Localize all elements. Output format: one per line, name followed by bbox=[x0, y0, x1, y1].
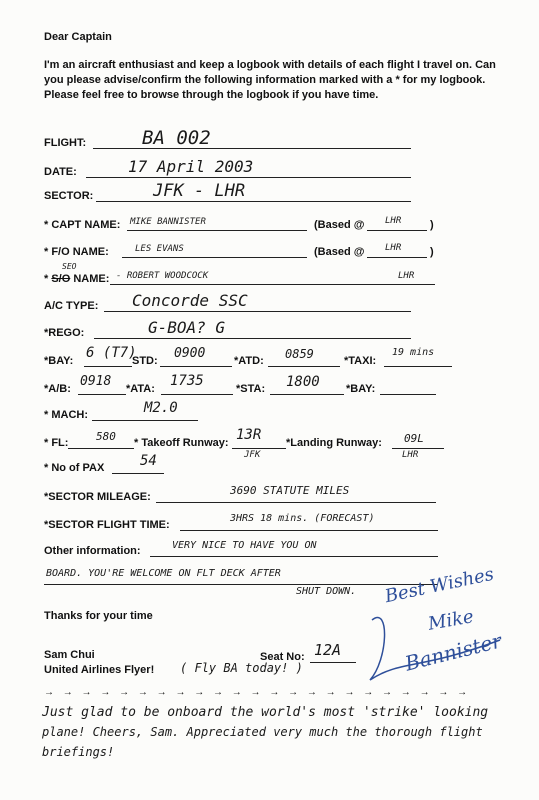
flighttime-value[interactable]: 3HRS 18 mins. (FORECAST) bbox=[230, 513, 375, 524]
fo-based-line bbox=[367, 257, 427, 258]
other-value-3[interactable]: SHUT DOWN. bbox=[296, 586, 357, 597]
sta-label: *STA: bbox=[236, 383, 266, 395]
ab-line bbox=[78, 394, 126, 395]
so-label bbox=[44, 273, 109, 285]
atd-label: *ATD: bbox=[234, 355, 264, 367]
takeoff-value[interactable]: 13R bbox=[236, 427, 262, 443]
sector-line bbox=[96, 201, 411, 202]
other-label: Other information: bbox=[44, 545, 141, 557]
note-line-1: Just glad to be onboard the world's most 'strike' looking bbox=[42, 705, 489, 720]
bay-line bbox=[84, 366, 132, 367]
bay2-label: *BAY: bbox=[346, 383, 376, 395]
rego-label: *REGO: bbox=[44, 327, 85, 339]
fo-based-label: (Based @ bbox=[314, 246, 365, 258]
actype-line bbox=[104, 311, 411, 312]
landing-line bbox=[392, 448, 444, 449]
sector-value[interactable]: JFK - LHR bbox=[153, 181, 246, 201]
fo-label: * F/O NAME: bbox=[44, 246, 109, 258]
pax-line bbox=[112, 473, 164, 474]
note-line-2: plane! Cheers, Sam. Appreciated very much the thorough flight bbox=[42, 725, 483, 739]
other-value-2[interactable]: BOARD. YOU'RE WELCOME ON FLT DECK AFTER bbox=[46, 568, 281, 579]
actype-value[interactable]: Concorde SSC bbox=[132, 291, 248, 310]
so-suffix: NAME: bbox=[70, 273, 110, 285]
bay2-line bbox=[380, 394, 436, 395]
takeoff-airport: JFK bbox=[244, 450, 261, 460]
flight-value[interactable]: BA 002 bbox=[142, 127, 211, 149]
fl-line bbox=[68, 448, 134, 449]
fl-value[interactable]: 580 bbox=[96, 430, 116, 443]
taxi-line bbox=[384, 366, 452, 367]
note-line-3: briefings! bbox=[42, 745, 115, 759]
mach-line bbox=[92, 420, 198, 421]
pax-label: * No of PAX bbox=[44, 462, 105, 474]
takeoff-label: * Takeoff Runway: bbox=[134, 437, 229, 449]
mach-value[interactable]: M2.0 bbox=[144, 400, 178, 416]
signature-flourish bbox=[360, 600, 510, 690]
fo-based-close: ) bbox=[430, 246, 434, 258]
ata-label: *ATA: bbox=[126, 383, 155, 395]
date-label: DATE: bbox=[44, 166, 77, 178]
airline-text: United Airlines Flyer! bbox=[44, 664, 155, 676]
date-line bbox=[86, 177, 411, 178]
so-correction: SEO bbox=[62, 262, 77, 271]
ab-value[interactable]: 0918 bbox=[80, 374, 112, 389]
std-label: STD: bbox=[132, 355, 158, 367]
taxi-label: *TAXI: bbox=[344, 355, 377, 367]
capt-based-label: (Based @ bbox=[314, 219, 365, 231]
fo-line bbox=[122, 257, 307, 258]
sector-label: SECTOR: bbox=[44, 190, 94, 202]
signature-line-1: Best Wishes bbox=[383, 563, 496, 608]
mileage-label: *SECTOR MILEAGE: bbox=[44, 491, 151, 503]
capt-label: * CAPT NAME: bbox=[44, 219, 121, 231]
mileage-line bbox=[156, 502, 436, 503]
seat-line bbox=[310, 662, 356, 663]
atd-line bbox=[268, 366, 340, 367]
bay-label: *BAY: bbox=[44, 355, 74, 367]
capt-value[interactable]: MIKE BANNISTER bbox=[130, 217, 206, 227]
salutation: Dear Captain bbox=[44, 31, 112, 43]
so-line bbox=[110, 284, 435, 285]
mileage-value[interactable]: 3690 STATUTE MILES bbox=[230, 484, 350, 497]
sender-name: Sam Chui bbox=[44, 649, 95, 661]
flighttime-label: *SECTOR FLIGHT TIME: bbox=[44, 519, 170, 531]
rego-line bbox=[94, 338, 411, 339]
sta-value[interactable]: 1800 bbox=[286, 374, 320, 390]
so-struck: S/O bbox=[51, 273, 71, 285]
so-prefix: * bbox=[44, 273, 52, 285]
flighttime-line bbox=[180, 530, 438, 531]
landing-label: *Landing Runway: bbox=[286, 437, 382, 449]
fl-label: * FL: bbox=[44, 437, 69, 449]
takeoff-line bbox=[232, 448, 286, 449]
std-line bbox=[160, 366, 232, 367]
bay-value[interactable]: 6 (T7) bbox=[86, 345, 137, 361]
flight-label: FLIGHT: bbox=[44, 137, 87, 149]
ab-label: *A/B: bbox=[44, 383, 71, 395]
seat-label: Seat No: bbox=[260, 651, 305, 663]
mach-label: * MACH: bbox=[44, 409, 88, 421]
ata-value[interactable]: 1735 bbox=[170, 373, 204, 389]
actype-label: A/C TYPE: bbox=[44, 300, 99, 312]
arrow-divider: → → → → → → → → → → → → → → → → → → → → → → → bbox=[44, 687, 471, 698]
thanks-text: Thanks for your time bbox=[44, 610, 153, 622]
sta-line bbox=[270, 394, 344, 395]
so-value[interactable]: - ROBERT WOODCOCK bbox=[116, 271, 209, 281]
ata-line bbox=[161, 394, 233, 395]
capt-line bbox=[127, 230, 307, 231]
other-value-1[interactable]: VERY NICE TO HAVE YOU ON bbox=[172, 540, 317, 551]
pax-value[interactable]: 54 bbox=[140, 453, 157, 469]
seat-value[interactable]: 12A bbox=[314, 641, 342, 659]
other-line-1 bbox=[150, 556, 438, 557]
flight-line bbox=[93, 148, 411, 149]
landing-airport: LHR bbox=[402, 450, 419, 460]
atd-value[interactable]: 0859 bbox=[285, 347, 314, 361]
date-value[interactable]: 17 April 2003 bbox=[128, 157, 254, 176]
other-line-2 bbox=[44, 584, 438, 585]
fo-value[interactable]: LES EVANS bbox=[135, 244, 184, 254]
landing-value[interactable]: 09L bbox=[404, 432, 424, 445]
capt-based-close: ) bbox=[430, 219, 434, 231]
intro-paragraph: I'm an aircraft enthusiast and keep a logbook with details of each flight I travel on. Can you please advise/confirm the following information marked with a * for my logbook. Please feel free to browse through the logbook if you have time. bbox=[44, 59, 496, 101]
capt-base-value[interactable]: LHR bbox=[385, 216, 402, 226]
fo-base-value[interactable]: LHR bbox=[385, 243, 402, 253]
signature-line-2: Mike bbox=[426, 606, 476, 635]
signature-line-3: Bannister bbox=[402, 628, 504, 676]
taxi-value[interactable]: 19 mins bbox=[392, 347, 435, 358]
so-base-value[interactable]: LHR bbox=[398, 271, 415, 281]
airline-note: ( Fly BA today! ) bbox=[180, 661, 303, 675]
rego-value[interactable]: G-BOA? G bbox=[148, 318, 226, 337]
capt-based-line bbox=[367, 230, 427, 231]
std-value[interactable]: 0900 bbox=[174, 346, 206, 361]
